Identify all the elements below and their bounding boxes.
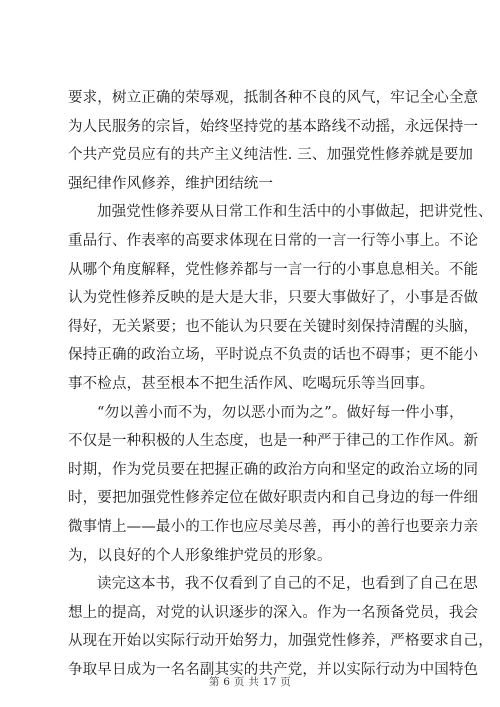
page-footer: 第 6 页 共 17 页 xyxy=(208,676,292,688)
text-line: 为，以良好的个人形象维护党员的形象。 xyxy=(68,547,332,564)
text-line: 认为党性修养反映的是大是大非，只要大事做好了，小事是否做 xyxy=(68,290,479,307)
text-line: 保持正确的政治立场，平时说点不负责的话也不碍事；更不能小 xyxy=(68,347,479,364)
text-line: 得好，无关紧要；也不能认为只要在关键时刻保持清醒的头脑， xyxy=(68,318,479,335)
text-line: 不仅是一种积极的人生态度，也是一种严于律己的工作作风。新 xyxy=(68,433,479,450)
text-line: 重品行、作表率的高要求体现在日常的一言一行等小事上。不论 xyxy=(68,232,479,249)
text-line: 从哪个角度解释，党性修养都与一言一行的小事息息相关。不能 xyxy=(68,261,479,278)
text-line: 争取早日成为一名名副其实的共产党，并以实际行动为中国特色 xyxy=(68,661,479,678)
text-line: 事不检点，甚至根本不把生活作风、吃喝玩乐等当回事。 xyxy=(68,375,435,392)
text-line: 个共产党员应有的共产主义纯洁性. 三、加强党性修养就是要加 xyxy=(68,147,474,164)
text-line: 想上的提高，对党的认识逐步的深入。作为一名预备党员，我会 xyxy=(68,604,479,621)
text-line: “勿以善小而不为，勿以恶小而为之”。做好每一件小事， xyxy=(97,404,464,421)
text-line: 要求，树立正确的荣辱观，抵制各种不良的风气，牢记全心全意 xyxy=(68,90,479,106)
text-line: 加强党性修养要从日常工作和生活中的小事做起，把讲党性、 xyxy=(97,204,493,221)
text-line: 强纪律作风修养，维护团结统一 xyxy=(68,175,274,192)
text-line: 时，要把加强党性修养定位在做好职责内和自己身边的每一件细 xyxy=(68,490,479,507)
text-line: 微事情上——最小的工作也应尽美尽善，再小的善行也要亲力亲 xyxy=(68,518,479,535)
text-line: 时期，作为党员要在把握正确的政治方向和坚定的政治立场的同 xyxy=(68,461,479,478)
text-line: 读完这本书，我不仅看到了自己的不足，也看到了自己在思 xyxy=(97,576,478,593)
text-line: 为人民服务的宗旨，始终坚持党的基本路线不动摇，永远保持一 xyxy=(68,118,479,135)
text-line: 从现在开始以实际行动开始努力，加强党性修养，严格要求自己， xyxy=(68,633,493,650)
body-text xyxy=(68,84,493,684)
